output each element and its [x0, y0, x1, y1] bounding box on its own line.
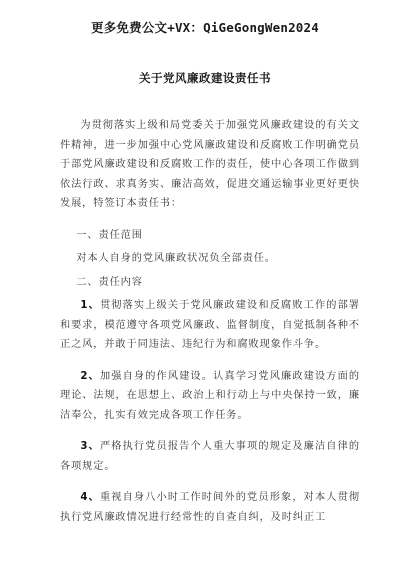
section-scope-body: 对本人自身的党风廉政状况负全部责任。: [76, 253, 276, 264]
document-title: 关于党风廉政建设责任书: [139, 71, 271, 85]
item-number: 2、: [80, 370, 100, 382]
section-heading-scope: 一、责任范围: [76, 229, 143, 241]
item-number: 4、: [80, 492, 100, 503]
document-body: [60, 116, 360, 539]
header-watermark: 更多免费公文+VX：QiGeGongWen2024: [91, 20, 319, 35]
item-text: 加强自身的作风建设。认真学习党风廉政建设方面的理论、法规，在思想上、政治上和行动上与中央保持一致，廉洁奉公，扎实有效完成各项工作任务。: [60, 370, 361, 421]
item-text: 重视自身八小时工作时间外的党员形象，对本人贯彻执行党风廉政情况进行经常性的自查自纠，及时纠正工: [60, 492, 361, 523]
list-item: [60, 437, 360, 476]
item-number: 1、: [80, 300, 100, 311]
section-heading-content: 二、责任内容: [76, 276, 143, 288]
list-item: [60, 488, 360, 527]
item-text: 贯彻落实上级关于党风廉政建设和反腐败工作的部署和要求，模范遵守各项党风廉政、监督制度，自觉抵制各种不正之风，并敢于同违法、违纪行为和腐败现象作斗争。: [60, 300, 361, 350]
list-item: [60, 367, 360, 426]
item-number: 3、: [80, 441, 100, 452]
list-item: [60, 296, 360, 355]
intro-paragraph: 为贯彻落实上级和局党委关于加强党风廉政建设的有关文件精神，进一步加强中心党风廉政建设和反腐败工作明确党员于部党风廉政建设和反腐败工作的责任，使中心各项工作做到依法行政、求真务实、廉洁高效，促进交通运输事业更好更快发展，特签订本责任书：: [60, 120, 360, 209]
item-text: 严格执行党员报告个人重大事项的规定及廉洁自律的各项规定。: [60, 441, 361, 472]
